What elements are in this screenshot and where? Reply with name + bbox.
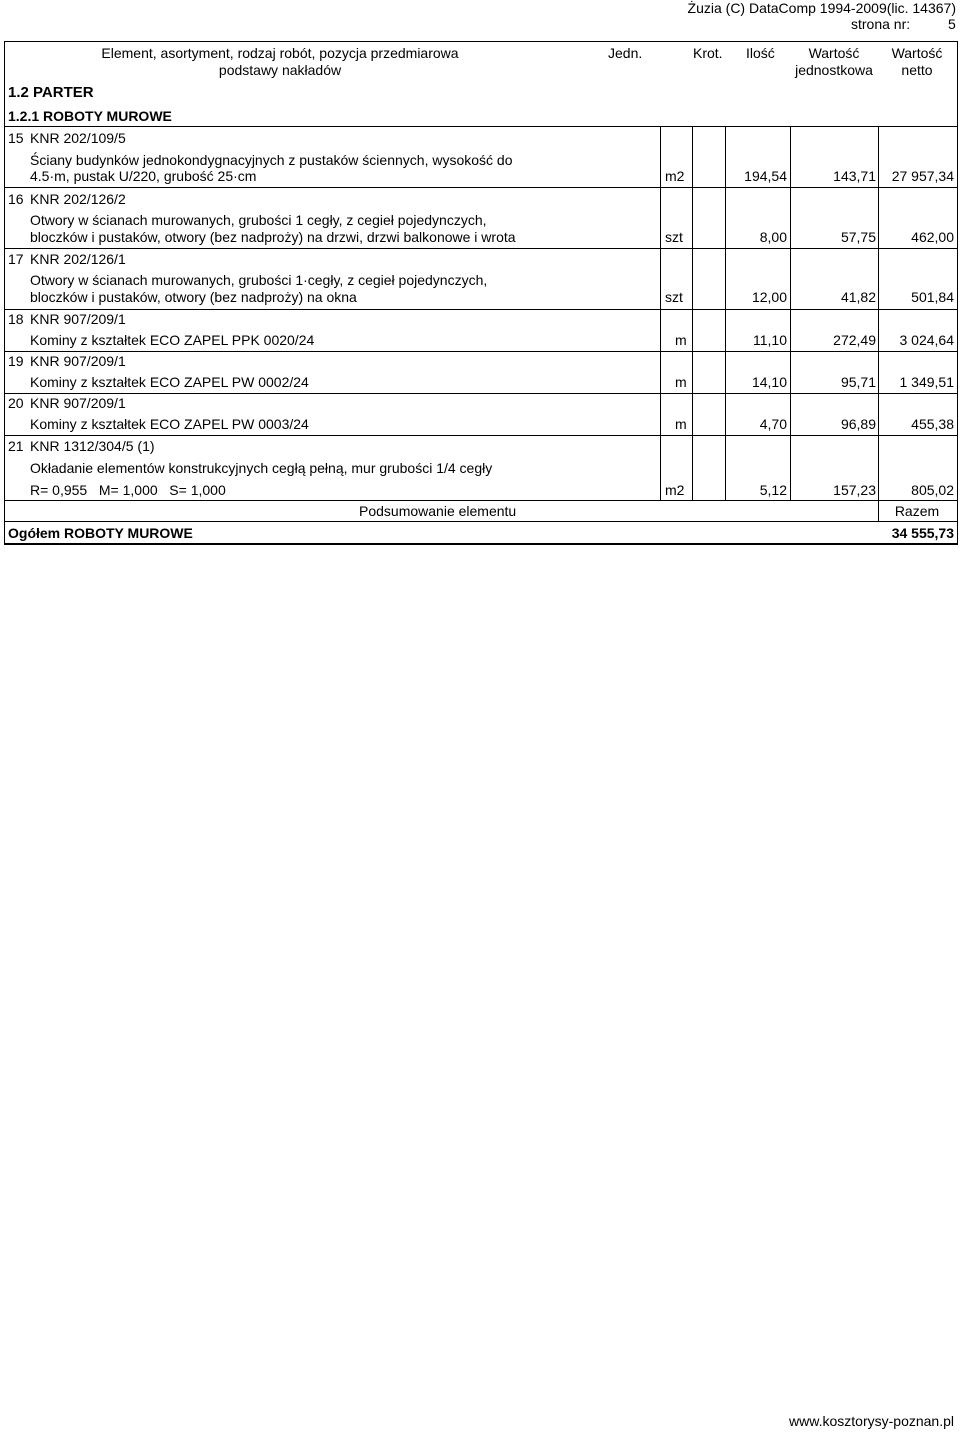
row-number: 21 [8, 438, 24, 454]
row-description: Kominy z kształtek ECO ZAPEL PW 0002/24 [30, 374, 309, 390]
row-unit: m [675, 332, 687, 348]
row-value: 3 024,64 [899, 332, 954, 348]
row-number: 19 [8, 353, 24, 369]
row-price: 143,71 [833, 168, 876, 184]
col-description-header: Element, asortyment, rodzaj robót, pozycja przedmiarowa [101, 45, 459, 61]
row-code: KNR 1312/304/5 (1) [30, 438, 155, 454]
row-description-2: bloczków i pustaków, otwory (bez nadproży) na drzwi, drzwi balkonowe i wrota [30, 229, 516, 245]
row-value: 501,84 [911, 289, 954, 305]
row-code: KNR 202/126/1 [30, 251, 126, 267]
software-license: Żuzia (C) DataComp 1994-2009(lic. 14367) [687, 0, 956, 16]
row-code: KNR 907/209/1 [30, 353, 126, 369]
row-price: 157,23 [833, 482, 876, 498]
row-unit: m2 [665, 482, 685, 498]
row-quantity: 8,00 [759, 229, 787, 245]
row-number: 20 [8, 395, 24, 411]
razem-label: Razem [894, 503, 940, 519]
col-unit-header: Jedn. [608, 45, 643, 61]
row-code: KNR 202/126/2 [30, 191, 126, 207]
row-price: 57,75 [840, 229, 876, 245]
row-value: 805,02 [911, 482, 954, 498]
row-number: 17 [8, 251, 24, 267]
row-unit: m2 [665, 168, 685, 184]
row-quantity: 4,70 [759, 416, 787, 432]
row-price: 95,71 [840, 374, 876, 390]
row-quantity: 194,54 [744, 168, 787, 184]
summary-label: Podsumowanie elementu [359, 503, 517, 519]
row-number: 18 [8, 311, 24, 327]
row-description: Kominy z kształtek ECO ZAPEL PPK 0020/24 [30, 332, 315, 348]
page-label: strona nr: [851, 16, 911, 32]
row-description-2: bloczków i pustaków, otwory (bez nadproży) na okna [30, 289, 357, 305]
row-quantity: 11,10 [753, 332, 787, 348]
col-net-value-header-2: netto [901, 62, 933, 78]
row-unit: szt [665, 229, 683, 245]
row-price: 272,49 [833, 332, 876, 348]
row-description: Okładanie elementów konstrukcyjnych cegłą pełną, mur grubości 1/4 cegły [30, 460, 493, 476]
row-price: 96,89 [840, 416, 876, 432]
row-code: KNR 907/209/1 [30, 395, 126, 411]
row-value: 1 349,51 [899, 374, 954, 390]
row-unit: m [675, 374, 687, 390]
section-parter: 1.2 PARTER [8, 84, 94, 101]
col-unit-value-header-2: jednostkowa [795, 62, 873, 78]
row-quantity: 5,12 [759, 482, 787, 498]
row-number: 16 [8, 191, 24, 207]
section-roboty-murowe: 1.2.1 ROBOTY MUROWE [8, 108, 172, 124]
col-quantity-header: Ilość [746, 45, 775, 61]
row-description: Kominy z kształtek ECO ZAPEL PW 0003/24 [30, 416, 309, 432]
total-value: 34 555,73 [891, 525, 954, 541]
col-unit-value-header: Wartość [808, 45, 860, 61]
col-net-value-header: Wartość [891, 45, 943, 61]
row-quantity: 12,00 [751, 289, 787, 305]
col-description-header-2: podstawy nakładów [218, 62, 342, 78]
row-value: 455,38 [911, 416, 954, 432]
row-description: Ściany budynków jednokondygnacyjnych z pustaków ściennych, wysokość do [30, 152, 513, 168]
row-value: 462,00 [911, 229, 954, 245]
row-coefficients: R= 0,955 M= 1,000 S= 1,000 [30, 482, 226, 498]
row-number: 15 [8, 130, 24, 146]
row-unit: m [675, 416, 687, 432]
row-price: 41,82 [840, 289, 876, 305]
row-code: KNR 202/109/5 [30, 130, 126, 146]
page-number: 5 [948, 16, 956, 32]
col-krot-header: Krot. [693, 45, 723, 61]
row-quantity: 14,10 [751, 374, 787, 390]
row-description: Otwory w ścianach murowanych, grubości 1 cegły, z cegieł pojedynczych, [30, 212, 487, 228]
row-value: 27 957,34 [891, 168, 954, 184]
row-code: KNR 907/209/1 [30, 311, 126, 327]
total-label: Ogółem ROBOTY MUROWE [8, 525, 193, 541]
row-description: Otwory w ścianach murowanych, grubości 1·cegły, z cegieł pojedynczych, [30, 272, 488, 288]
row-unit: szt [665, 289, 683, 305]
row-description-2: 4.5·m, pustak U/220, grubość 25·cm [30, 168, 257, 184]
footer-url: www.kosztorysy-poznan.pl [789, 1413, 954, 1429]
